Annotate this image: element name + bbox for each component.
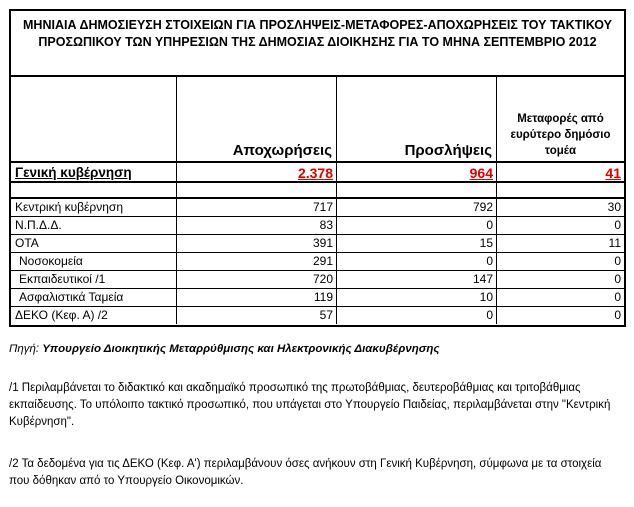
row-transfers: 30: [607, 200, 621, 214]
row-departures: 391: [177, 235, 337, 252]
row-hires: 147: [337, 271, 497, 288]
source-text: Υπουργείο Διοικητικής Μεταρρύθμισης και Ηλεκτρονικής Διακυβέρνησης: [42, 343, 440, 355]
row-hires: 0: [337, 307, 497, 324]
row-name: ΔΕΚΟ (Κεφ. Α) /2: [11, 307, 177, 324]
header-transfers-cell: [497, 77, 624, 161]
row-departures: 57: [177, 307, 337, 324]
total-transfers: 41: [605, 165, 621, 181]
row-transfers: 0: [614, 272, 621, 286]
total-name: Γενική κυβέρνηση: [11, 163, 177, 183]
total-hires: 964: [337, 163, 497, 183]
row-transfers: 0: [614, 254, 621, 268]
spacer-cell: [177, 183, 337, 199]
table-row: [11, 199, 624, 217]
header-row: [11, 77, 624, 163]
total-row: [11, 163, 624, 183]
source-label: Πηγή:: [9, 343, 40, 355]
row-name: Ασφαλιστικά Ταμεία: [11, 289, 177, 306]
header-empty-cell: [11, 77, 177, 161]
table-row: [11, 235, 624, 253]
header-hires-cell: [337, 77, 497, 161]
row-transfers: 11: [608, 236, 621, 250]
row-name: Νοσοκομεία: [11, 253, 177, 270]
row-hires: 792: [337, 199, 497, 216]
data-table: [9, 9, 626, 327]
spacer-cell: [497, 183, 624, 199]
spacer-cell: [11, 183, 177, 199]
row-departures: 720: [177, 271, 337, 288]
spacer-cell: [337, 183, 497, 199]
table-title: ΜΗΝΙΑΙΑ ΔΗΜΟΣΙΕΥΣΗ ΣΤΟΙΧΕΙΩΝ ΓΙΑ ΠΡΟΣΛΗΨΕΙΣ-ΜΕΤΑΦΟΡΕΣ-ΑΠΟΧΩΡΗΣΕΙΣ ΤΟΥ ΤΑΚΤΙΚΟΥ ΠΡΟΣΩΠΙΚΟΥ ΤΩΝ ΥΠΗΡΕΣΙΩΝ ΤΗΣ ΔΗΜΟΣΙΑΣ ΔΙΟΙΚΗΣΗΣ ΓΙΑ ΤΟ ΜΗΝΑ ΣΕΠΤΕΜΒΡΙΟ 2012: [11, 11, 624, 77]
row-departures: 717: [177, 199, 337, 216]
row-transfers: 0: [614, 308, 621, 322]
row-hires: 10: [337, 289, 497, 306]
row-transfers: 0: [614, 290, 621, 304]
table-row: [11, 289, 624, 307]
row-name: Εκπαιδευτικοί /1: [11, 271, 177, 288]
row-hires: 15: [337, 235, 497, 252]
source-line: [9, 343, 440, 355]
header-departures: Αποχωρήσεις: [232, 142, 332, 159]
total-departures: 2.378: [177, 163, 337, 183]
table-row: [11, 307, 624, 325]
header-transfers: Μεταφορές από ευρύτερο δημόσιο τομέα: [510, 113, 611, 157]
footnote-2: /2 Τα δεδομένα για τις ΔΕΚΟ (Κεφ. Α') περιλαμβάνουν όσες ανήκουν στη Γενική Κυβέρνηση, σύμφωνα με τα στοιχεία που δόθηκαν από το Υπουργείο Οικονομικών.: [9, 458, 602, 487]
row-departures: 83: [177, 217, 337, 234]
row-name: Ν.Π.Δ.Δ.: [11, 217, 177, 234]
row-departures: 119: [177, 289, 337, 306]
header-departures-cell: [177, 77, 337, 161]
row-hires: 0: [337, 217, 497, 234]
row-name: ΟΤΑ: [11, 235, 177, 252]
row-hires: 0: [337, 253, 497, 270]
header-hires: Προσλήψεις: [404, 142, 492, 159]
table-row: [11, 271, 624, 289]
spacer-row: [11, 183, 624, 199]
row-departures: 291: [177, 253, 337, 270]
footnote-1: /1 Περιλαμβάνεται το διδακτικό και ακαδημαϊκό προσωπικό της πρωτοβάθμιας, δευτεροβάθμιας και τριτοβάθμιας εκπαίδευσης. Το υπόλοιπο τακτικό προσωπικό, που υπάγεται στο Υπουργείο Παιδείας, περιλαμβάνεται στην "Κεντρική Κυβέρνηση".: [9, 382, 611, 428]
table-row: [11, 217, 624, 235]
row-name: Κεντρική κυβέρνηση: [11, 199, 177, 216]
row-transfers: 0: [614, 218, 621, 232]
table-row: [11, 253, 624, 271]
